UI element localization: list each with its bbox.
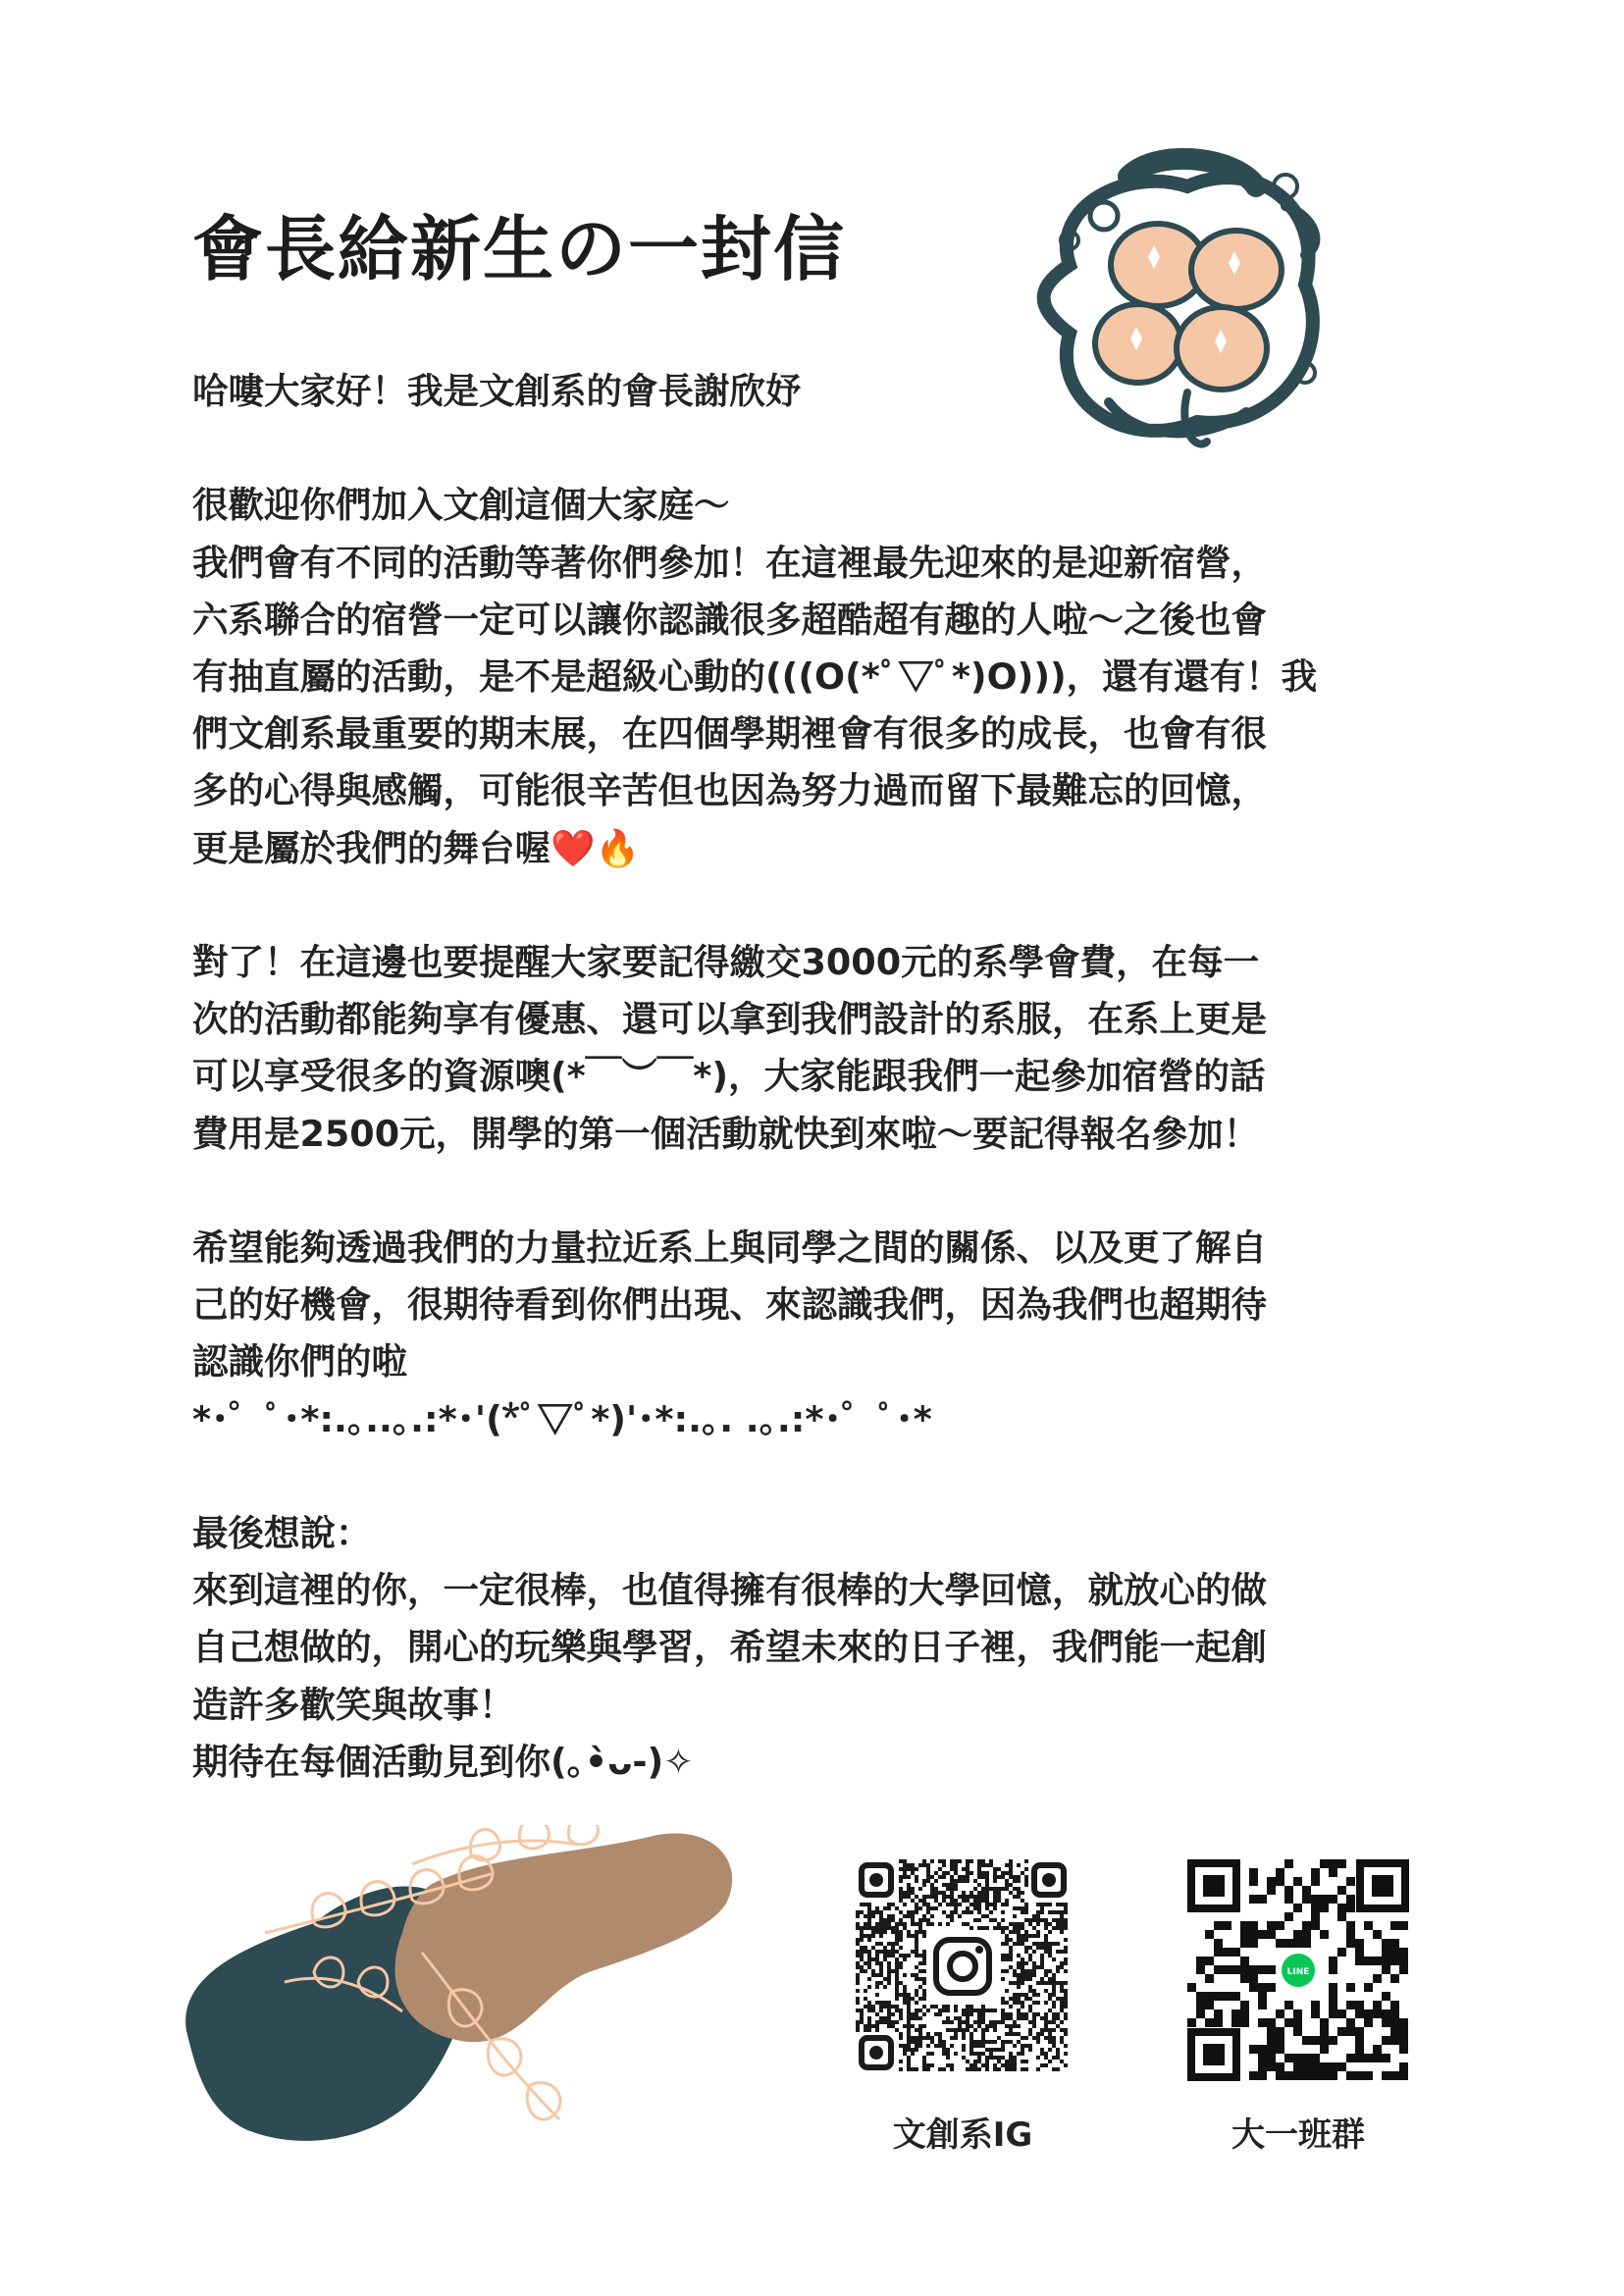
line-group-qr-label: 大一班群 xyxy=(1231,2115,1365,2155)
paragraph-line: 自己想做的，開心的玩樂與學習，希望未來的日子裡，我們能一起創 xyxy=(192,1626,1267,1669)
paragraph-line: 最後想說： xyxy=(192,1512,372,1554)
paragraph-welcome xyxy=(192,477,1439,876)
paragraph-line: 六系聯合的宿營一定可以讓你認識很多超酷超有趣的人啦～之後也會 xyxy=(192,598,1267,641)
instagram-qr-code[interactable] xyxy=(856,1859,1070,2073)
paragraph-closing xyxy=(192,1505,1439,1791)
instagram-qr-label: 文創系IG xyxy=(892,2115,1033,2155)
paragraph-line: 有抽直屬的活動，是不是超級心動的(((O(*ﾟ▽ﾟ*)O)))，還有還有！我 xyxy=(192,655,1318,698)
line-group-qr-code[interactable] xyxy=(1187,1859,1409,2081)
paragraph-line: 期待在每個活動見到你(｡•̀ᴗ-)✧ xyxy=(192,1740,694,1783)
paragraph-line: 們文創系最重要的期末展，在四個學期裡會有很多的成長，也會有很 xyxy=(192,712,1267,756)
greeting: 哈嘍大家好！我是文創系的會長謝欣妤 xyxy=(192,370,802,412)
paragraph-line: 希望能夠透過我們的力量拉近系上與同學之間的關係、以及更了解自 xyxy=(192,1226,1267,1269)
paragraph-line: 造許多歡笑與故事！ xyxy=(192,1683,515,1726)
paragraph-line: 多的心得與感觸，可能很辛苦但也因為努力過而留下最難忘的回憶， xyxy=(192,769,1267,812)
decorative-blobs-bottom xyxy=(167,1825,756,2159)
paragraph-line: 認識你們的啦 xyxy=(192,1340,407,1383)
paragraph-line: *･゜ﾟ･*:.｡..｡.:*･'(*ﾟ▽ﾟ*)'･*:.｡. .｡.:*･゜ﾟ･* xyxy=(192,1397,932,1440)
paragraph-line: 來到這裡的你，一定很棒，也值得擁有很棒的大學回憶，就放心的做 xyxy=(192,1569,1267,1612)
paragraph-line: 費用是2500元，開學的第一個活動就快到來啦～要記得報名參加！ xyxy=(192,1112,1260,1155)
paragraph-line: 次的活動都能夠享有優惠、還可以拿到我們設計的系服，在系上更是 xyxy=(192,998,1267,1041)
paragraph-line: 可以享受很多的資源噢(*￣︶￣*)，大家能跟我們一起參加宿營的話 xyxy=(192,1055,1266,1098)
paragraph-fees xyxy=(192,934,1439,1163)
paragraph-line: 很歡迎你們加入文創這個大家庭～ xyxy=(192,484,730,527)
paragraph-line: 我們會有不同的活動等著你們參加！在這裡最先迎來的是迎新宿營， xyxy=(192,541,1267,584)
letter-body xyxy=(192,363,1439,1791)
paragraph-line: 對了！在這邊也要提醒大家要記得繳交3000元的系學會費，在每一 xyxy=(192,941,1260,983)
line-badge-text: LINE xyxy=(1286,1967,1310,1977)
page-title: 會長給新生の一封信 xyxy=(192,208,847,290)
paragraph-line: 更是屬於我們的舞台喔❤️🔥 xyxy=(192,826,640,869)
paragraph-line: 己的好機會，很期待看到你們出現、來認識我們，因為我們也超期待 xyxy=(192,1283,1267,1327)
paragraph-hope xyxy=(192,1220,1439,1448)
